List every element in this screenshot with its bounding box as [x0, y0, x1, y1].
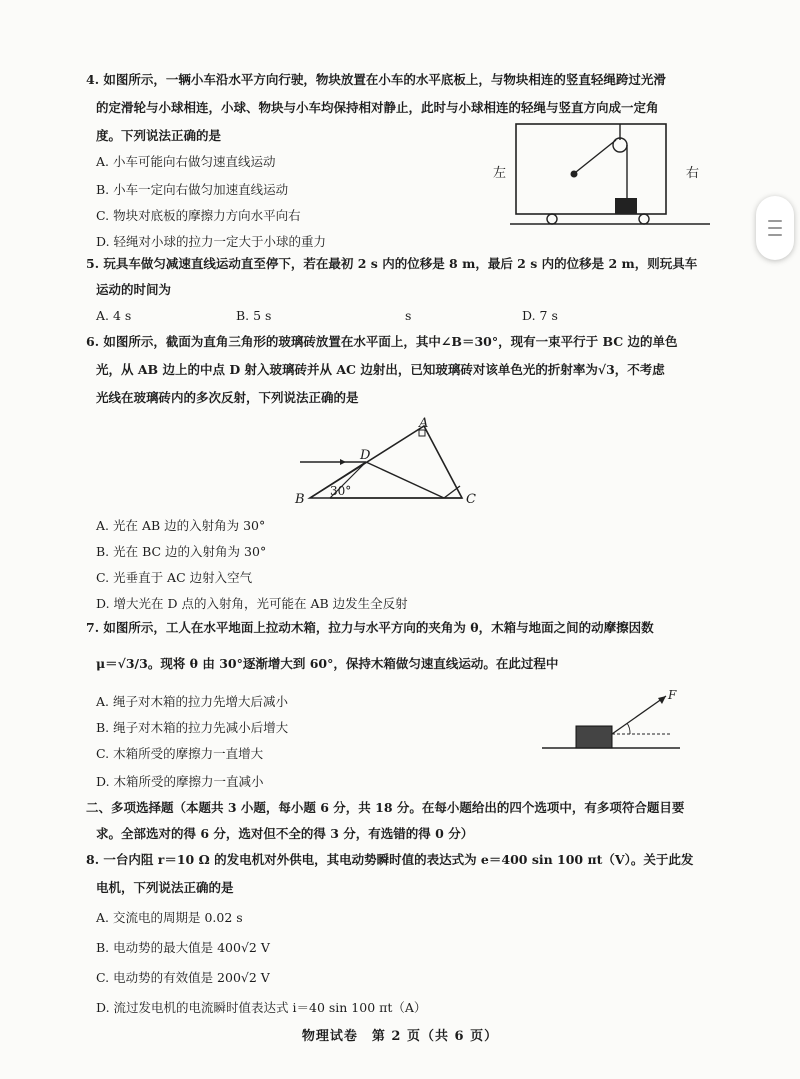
q6-option-a: A. 光在 AB 边的入射角为 30°	[96, 518, 266, 533]
q7-stem-line1: 7. 如图所示，工人在水平地面上拉动木箱，拉力与水平方向的夹角为 θ，木箱与地面之间的动摩擦因数	[86, 620, 654, 635]
q6-vertex-b: B	[295, 492, 305, 507]
q4-right-label: 右	[686, 166, 700, 181]
q4-option-d: D. 轻绳对小球的拉力一定大于小球的重力	[96, 234, 327, 249]
menu-icon-bar	[768, 220, 782, 222]
q8-option-b: B. 电动势的最大值是 400√2 V	[96, 940, 270, 955]
q5-stem-line2: 运动的时间为	[96, 282, 172, 297]
q4-stem-line3: 度。下列说法正确的是	[96, 128, 222, 143]
q6-angle-label: 30°	[330, 484, 352, 498]
page-footer: 物理试卷 第 2 页（共 6 页）	[301, 1029, 499, 1044]
scroll-handle[interactable]	[756, 196, 794, 260]
q4-stem-line2: 的定滑轮与小球相连，小球、物块与小车均保持相对静止，此时与小球相连的轻绳与竖直方向成一定角	[96, 100, 659, 115]
q7-force-label: F	[668, 688, 677, 702]
q6-option-b: B. 光在 BC 边的入射角为 30°	[96, 544, 267, 559]
q4-stem-line1: 4. 如图所示，一辆小车沿水平方向行驶，物块放置在小车的水平底板上，与物块相连的竖直轻绳跨过光滑	[86, 72, 666, 87]
menu-icon-bar	[768, 227, 782, 229]
q5-stem-line1: 5. 玩具车做匀减速直线运动直至停下，若在最初 2 s 内的位移是 8 m，最后 2 s 内的位移是 2 m，则玩具车	[86, 256, 698, 271]
q8-option-c: C. 电动势的有效值是 200√2 V	[96, 970, 270, 985]
q6-vertex-c: C	[466, 492, 476, 507]
q5-option-b: B. 5 s	[236, 308, 272, 323]
menu-icon-bar	[768, 234, 782, 236]
q6-option-c: C. 光垂直于 AC 边射入空气	[96, 570, 253, 585]
q7-option-b: B. 绳子对木箱的拉力先减小后增大	[96, 720, 289, 735]
q4-option-c: C. 物块对底板的摩擦力方向水平向右	[96, 208, 301, 223]
q6-vertex-a: A	[419, 416, 429, 431]
q5-option-d: D. 7 s	[522, 308, 558, 323]
q7-stem-line2: μ＝√3/3。现将 θ 由 30°逐渐增大到 60°，保持木箱做匀速直线运动。在此过程中	[96, 656, 559, 671]
q8-stem-line1: 8. 一台内阻 r＝10 Ω 的发电机对外供电，其电动势瞬时值的表达式为 e＝400 sin 100 πt（V）。关于此发	[86, 852, 694, 867]
section2-heading-line1: 二、多项选择题（本题共 3 小题，每小题 6 分，共 18 分。在每小题给出的四个选项中，有多项符合题目要	[86, 800, 685, 815]
q4-option-b: B. 小车一定向右做匀加速直线运动	[96, 182, 289, 197]
q4-left-label: 左	[493, 166, 507, 181]
q4-cart-figure	[510, 118, 710, 238]
q7-option-a: A. 绳子对木箱的拉力先增大后减小	[96, 694, 288, 709]
q5-option-c: s	[405, 308, 412, 323]
q8-stem-line2: 电机，下列说法正确的是	[96, 880, 234, 895]
q6-stem-line3: 光线在玻璃砖内的多次反射，下列说法正确的是	[96, 390, 359, 405]
q5-option-a: A. 4 s	[96, 308, 132, 323]
section2-heading-line2: 求。全部选对的得 6 分，选对但不全的得 3 分，有选错的得 0 分）	[96, 826, 474, 841]
q7-option-c: C. 木箱所受的摩擦力一直增大	[96, 746, 264, 761]
q7-option-d: D. 木箱所受的摩擦力一直减小	[96, 774, 264, 789]
q8-option-a: A. 交流电的周期是 0.02 s	[96, 910, 243, 925]
q6-point-d: D	[360, 448, 371, 463]
q8-option-d: D. 流过发电机的电流瞬时值表达式 i＝40 sin 100 πt（A）	[96, 1000, 427, 1015]
q6-stem-line1: 6. 如图所示，截面为直角三角形的玻璃砖放置在水平面上，其中∠B＝30°，现有一束平行于 BC 边的单色	[86, 334, 678, 349]
q4-option-a: A. 小车可能向右做匀速直线运动	[96, 154, 276, 169]
q6-stem-line2: 光，从 AB 边上的中点 D 射入玻璃砖并从 AC 边射出，已知玻璃砖对该单色光的折射率为√3，不考虑	[96, 362, 665, 377]
q6-option-d: D. 增大光在 D 点的入射角，光可能在 AB 边发生全反射	[96, 596, 408, 611]
